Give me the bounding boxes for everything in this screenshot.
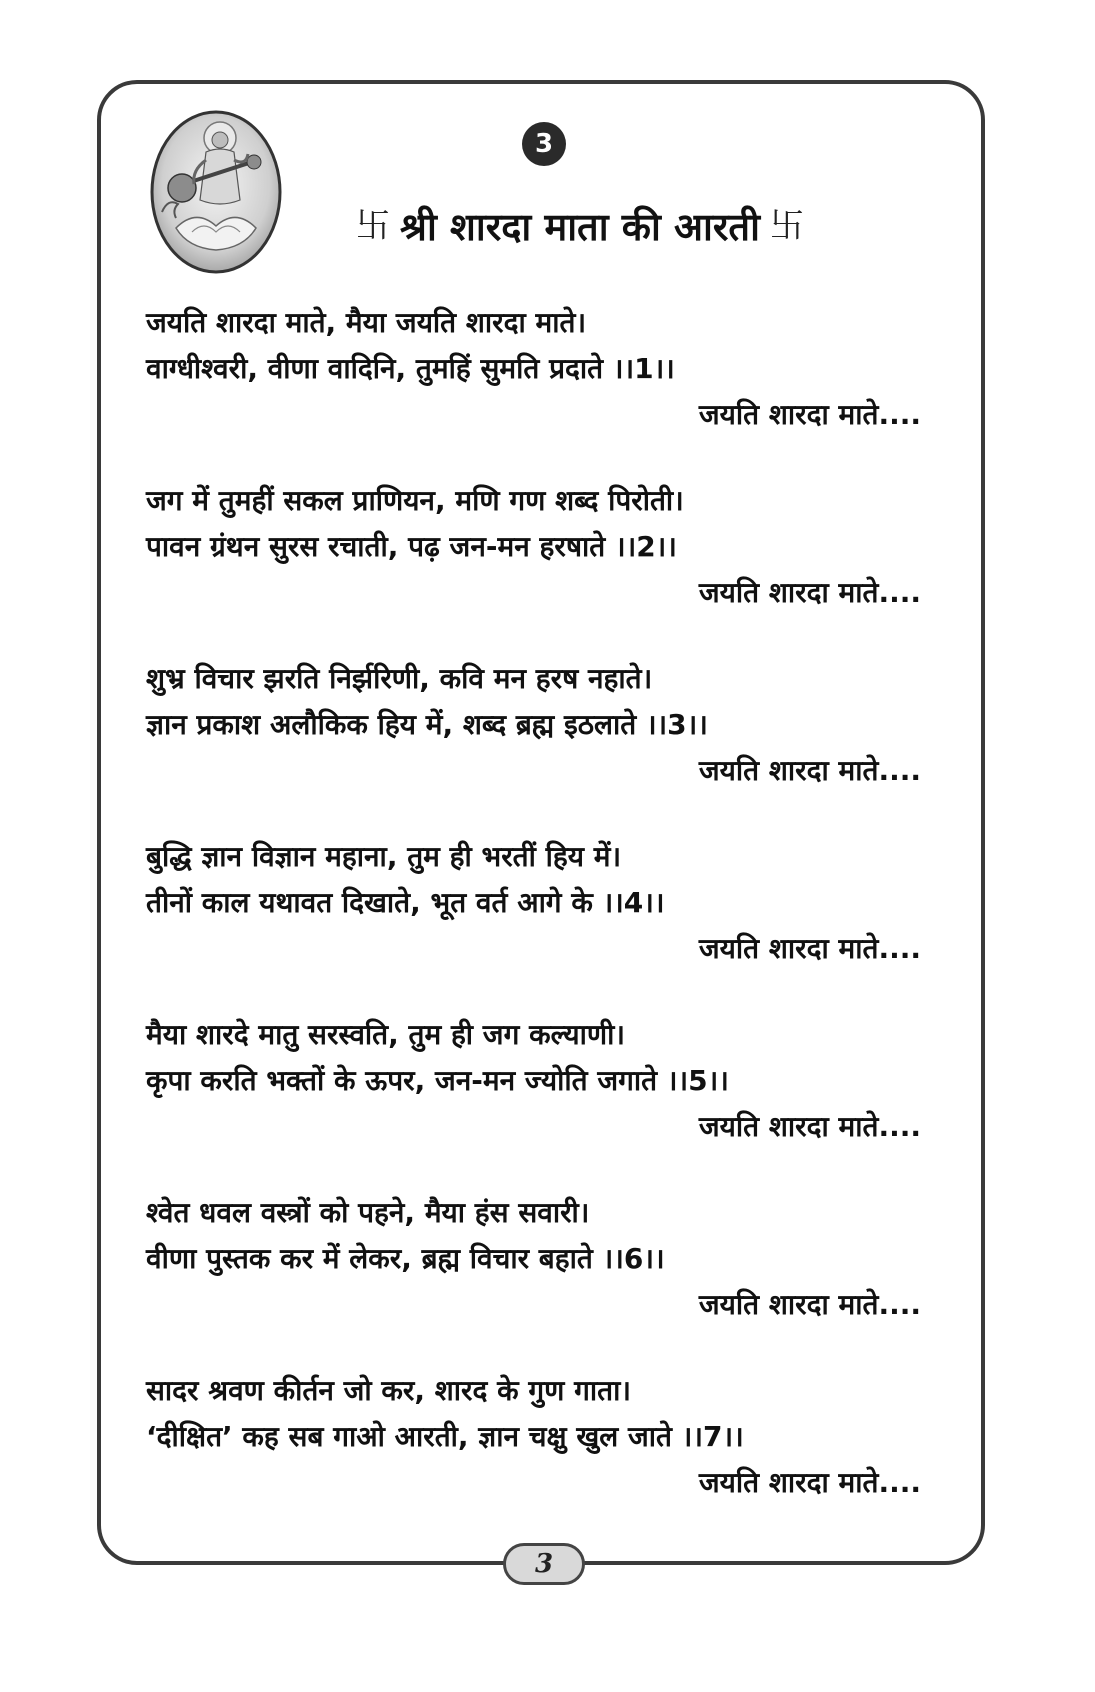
verse-line: शुभ्र विचार झरति निर्झरिणी, कवि मन हरष नहाते। bbox=[146, 662, 653, 695]
verse-refrain: जयति शारदा माते.... bbox=[698, 1110, 921, 1143]
verse bbox=[146, 1190, 926, 1368]
verse-line: ज्ञान प्रकाश अलौकिक हिय में, शब्द ब्रह्म इठलाते ।।3।। bbox=[146, 708, 708, 741]
verse-line: सादर श्रवण कीर्तन जो कर, शारद के गुण गाता। bbox=[146, 1374, 631, 1407]
verse bbox=[146, 656, 926, 834]
verse bbox=[146, 1012, 926, 1190]
swastika-icon: 卐 bbox=[769, 206, 804, 246]
verse-refrain: जयति शारदा माते.... bbox=[698, 754, 921, 787]
verse-refrain: जयति शारदा माते.... bbox=[698, 576, 921, 609]
verse-refrain: जयति शारदा माते.... bbox=[698, 1288, 921, 1321]
verse bbox=[146, 300, 926, 478]
verse-line: श्वेत धवल वस्त्रों को पहने, मैया हंस सवारी। bbox=[146, 1196, 590, 1229]
verse-line: बुद्धि ज्ञान विज्ञान महाना, तुम ही भरतीं हिय में। bbox=[146, 840, 622, 873]
verse-refrain: जयति शारदा माते.... bbox=[698, 398, 921, 431]
verse-line: ‘दीक्षित’ कह सब गाओ आरती, ज्ञान चक्षु खुल जाते ।।7।। bbox=[146, 1420, 744, 1453]
verse-line: वाग्धीश्वरी, वीणा वादिनि, तुमहिं सुमति प्रदाते ।।1।। bbox=[146, 352, 675, 385]
verse bbox=[146, 834, 926, 1012]
aarti-verses bbox=[146, 300, 926, 1546]
verse bbox=[146, 478, 926, 656]
verse-line: तीनों काल यथावत दिखाते, भूत वर्त आगे के ।।4।। bbox=[146, 886, 665, 919]
verse-line: कृपा करति भक्तों के ऊपर, जन-मन ज्योति जगाते ।।5।। bbox=[146, 1064, 729, 1097]
verse-line: वीणा पुस्तक कर में लेकर, ब्रह्म विचार बहाते ।।6।। bbox=[146, 1242, 665, 1275]
verse-line: मैया शारदे मातु सरस्वति, तुम ही जग कल्याणी। bbox=[146, 1018, 625, 1051]
page-title: श्री शारदा माता की आरती bbox=[400, 205, 760, 249]
title-row bbox=[300, 196, 860, 256]
verse-line: जयति शारदा माते, मैया जयति शारदा माते। bbox=[146, 306, 587, 339]
swastika-icon: 卐 bbox=[356, 206, 391, 246]
verse-line: जग में तुमहीं सकल प्राणियन, मणि गण शब्द पिरोती। bbox=[146, 484, 684, 517]
song-number-badge: 3 bbox=[522, 122, 566, 166]
verse-line: पावन ग्रंथन सुरस रचाती, पढ़ जन-मन हरषाते ।।2।। bbox=[146, 530, 677, 563]
verse-refrain: जयति शारदा माते.... bbox=[698, 932, 921, 965]
verse bbox=[146, 1368, 926, 1546]
verse-refrain: जयति शारदा माते.... bbox=[698, 1466, 921, 1499]
goddess-portrait-image bbox=[148, 108, 284, 276]
page-number: 3 bbox=[503, 1543, 585, 1585]
